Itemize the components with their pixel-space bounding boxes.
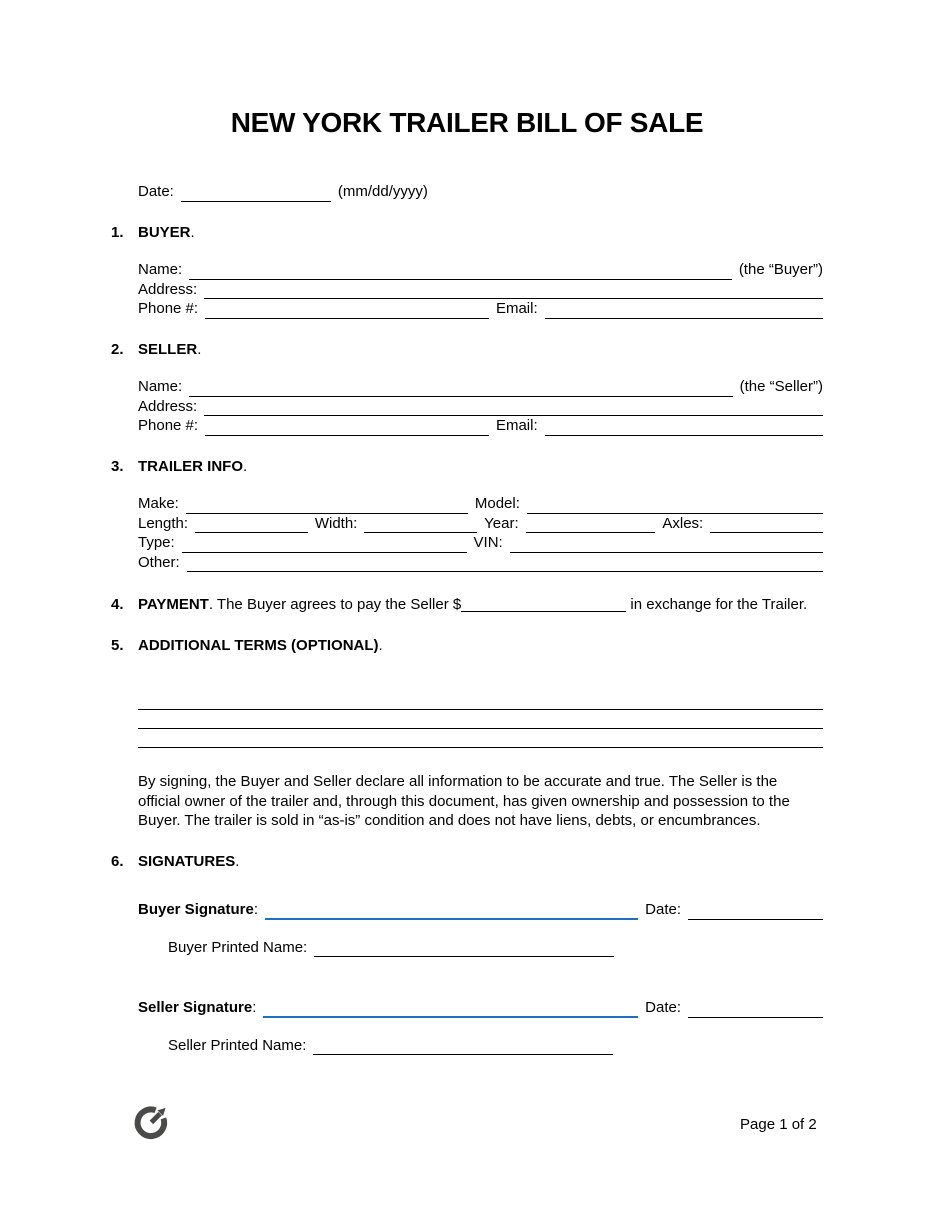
- seller-printed-name-input-line[interactable]: [313, 1053, 613, 1055]
- section-terms-number: 5.: [111, 636, 124, 654]
- seller-name-input-line[interactable]: [189, 395, 732, 397]
- seller-name-row: [138, 377, 823, 397]
- trailer-width-input-line[interactable]: [364, 531, 477, 533]
- trailer-axles-label: Axles:: [662, 514, 704, 532]
- buyer-name-row: [138, 260, 823, 280]
- buyer-email-input-line[interactable]: [545, 317, 823, 319]
- buyer-phone-label: Phone #:: [138, 300, 199, 317]
- page-indicator: Page 1 of 2: [740, 1116, 817, 1133]
- section-signatures: [111, 852, 823, 1056]
- trailer-other-row: [138, 553, 823, 573]
- buyer-phone-email-row: [138, 299, 823, 319]
- heading-period: .: [243, 457, 248, 475]
- heading-period: .: [197, 340, 202, 358]
- buyer-signature-date-label: Date:: [645, 901, 681, 918]
- buyer-printed-name-input-line[interactable]: [314, 955, 614, 957]
- seller-signature-date-input-line[interactable]: [688, 1016, 823, 1018]
- trailer-dimensions-row: [138, 514, 823, 534]
- section-signatures-title: SIGNATURES: [138, 852, 236, 870]
- seller-signature-date-label: Date:: [645, 999, 681, 1016]
- section-payment-title: PAYMENT: [138, 596, 209, 613]
- additional-terms-input-line-3[interactable]: [138, 729, 823, 748]
- seller-printed-name-row: [168, 1036, 658, 1056]
- seller-name-label: Name:: [138, 378, 183, 395]
- trailer-year-input-line[interactable]: [526, 531, 656, 533]
- seller-address-row: [138, 397, 823, 417]
- trailer-width-label: Width:: [314, 514, 358, 532]
- buyer-phone-input-line[interactable]: [205, 317, 489, 319]
- seller-phone-email-row: [138, 416, 823, 436]
- heading-period: .: [190, 223, 195, 241]
- buyer-email-label: Email:: [495, 300, 538, 317]
- trailer-model-label: Model:: [474, 495, 520, 512]
- section-buyer-number: 1.: [111, 223, 124, 241]
- section-terms-heading: [111, 636, 823, 656]
- buyer-name-label: Name:: [138, 261, 183, 278]
- colon: :: [252, 999, 257, 1016]
- section-payment: [111, 595, 823, 615]
- section-seller-number: 2.: [111, 340, 124, 358]
- trailer-vin-input-line[interactable]: [510, 551, 823, 553]
- trailer-make-model-row: [138, 494, 823, 514]
- seller-signature-row: [138, 998, 823, 1018]
- section-payment-number: 4.: [111, 596, 124, 613]
- additional-terms-lines: [138, 691, 823, 748]
- seller-email-input-line[interactable]: [545, 434, 823, 436]
- document-date-label: Date:: [138, 183, 174, 200]
- section-seller-heading: [111, 340, 823, 360]
- seller-phone-input-line[interactable]: [205, 434, 489, 436]
- additional-terms-input-line-2[interactable]: [138, 710, 823, 729]
- trailer-type-vin-row: [138, 533, 823, 553]
- buyer-name-input-line[interactable]: [189, 278, 732, 280]
- trailer-year-label: Year:: [484, 514, 519, 532]
- section-signatures-number: 6.: [111, 852, 124, 870]
- section-buyer-title: BUYER: [138, 223, 191, 241]
- section-buyer: [111, 223, 823, 319]
- buyer-address-label: Address:: [138, 280, 198, 298]
- document-date-row: [138, 182, 823, 202]
- section-buyer-heading: [111, 223, 823, 243]
- seller-signature-label: Seller Signature: [138, 999, 253, 1016]
- section-trailer-info: [111, 457, 823, 573]
- section-trailer-heading: [111, 457, 823, 477]
- payment-text-before: . The Buyer agrees to pay the Seller $: [208, 596, 462, 613]
- section-trailer-number: 3.: [111, 457, 124, 475]
- buyer-signature-date-input-line[interactable]: [688, 918, 823, 920]
- section-signatures-heading: [111, 852, 823, 872]
- seller-signature-input-line[interactable]: [263, 1015, 638, 1018]
- section-terms-title: ADDITIONAL TERMS (OPTIONAL): [138, 636, 379, 654]
- circular-arrow-icon: [130, 1100, 172, 1142]
- buyer-address-row: [138, 280, 823, 300]
- heading-period: .: [235, 852, 240, 870]
- trailer-length-input-line[interactable]: [195, 531, 308, 533]
- section-seller-title: SELLER: [138, 340, 198, 358]
- trailer-make-label: Make:: [138, 495, 179, 512]
- trailer-other-input-line[interactable]: [187, 570, 823, 572]
- buyer-name-suffix: (the “Buyer”): [738, 261, 823, 278]
- buyer-signature-input-line[interactable]: [265, 917, 638, 920]
- buyer-printed-name-label: Buyer Printed Name:: [168, 938, 308, 956]
- trailer-vin-label: VIN:: [473, 534, 503, 551]
- section-seller: [111, 340, 823, 436]
- trailer-length-label: Length:: [138, 514, 189, 532]
- buyer-printed-name-row: [168, 938, 658, 958]
- heading-period: .: [378, 636, 383, 654]
- trailer-type-label: Type:: [138, 534, 175, 551]
- document-date-input-line[interactable]: [181, 200, 331, 202]
- seller-name-suffix: (the “Seller”): [739, 378, 823, 395]
- section-additional-terms: [111, 636, 823, 749]
- seller-printed-name-label: Seller Printed Name:: [168, 1036, 307, 1054]
- buyer-signature-row: [138, 900, 823, 920]
- seller-address-label: Address:: [138, 397, 198, 415]
- trailer-axles-input-line[interactable]: [710, 531, 823, 533]
- colon: :: [253, 901, 259, 918]
- date-format-hint: (mm/dd/yyyy): [337, 183, 428, 200]
- section-trailer-title: TRAILER INFO: [138, 457, 243, 475]
- payment-amount-input-line[interactable]: [461, 598, 626, 612]
- declaration-paragraph: By signing, the Buyer and Seller declare all information to be accurate and true. The Seller is the official owner of the trailer and, through this document, has given ownership and possession to the Buyer. The trailer is sold in “as-is” condition and does not have liens, debts, or encumbrances.: [138, 773, 790, 829]
- trailer-other-label: Other:: [138, 553, 180, 571]
- payment-text-after: in exchange for the Trailer.: [626, 596, 808, 613]
- buyer-signature-label: Buyer Signature: [138, 901, 254, 918]
- seller-phone-label: Phone #:: [138, 417, 199, 434]
- page-title: NEW YORK TRAILER BILL OF SALE: [230, 107, 704, 138]
- additional-terms-input-line-1[interactable]: [138, 691, 823, 710]
- seller-email-label: Email:: [495, 417, 538, 434]
- trailer-type-input-line[interactable]: [182, 551, 467, 553]
